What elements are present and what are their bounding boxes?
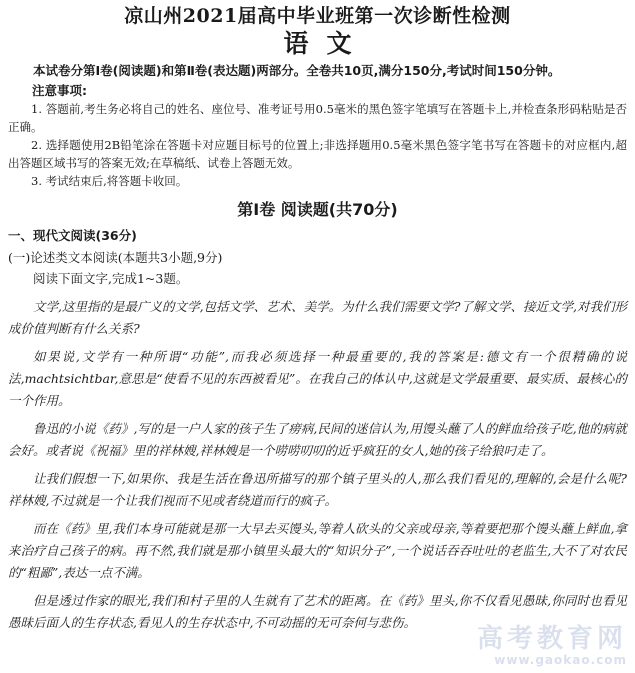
passage-paragraph-5: 而在《药》里,我们本身可能就是那一大早去买馒头,等着人砍头的父亲或母亲,等着要把那个馒头蘸上鲜血,拿来治疗自己孩子的病。再不然,我们就是那小镇里头最大的“知识分子”,一个说话吞吞吐吐的老监生,大不了对农民的“粗鄙”,表达一点不满。 bbox=[8, 521, 627, 580]
passage-paragraph-1: 文学,这里指的是最广义的文学,包括文学、艺术、美学。为什么我们需要文学?了解文学、接近文学,对我们形成价值判断有什么关系? bbox=[8, 299, 627, 336]
exam-title: 凉山州2021届高中毕业班第一次诊断性检测 bbox=[124, 5, 511, 27]
part-one-title: 第Ⅰ卷 阅读题(共70分) bbox=[237, 200, 398, 219]
reading-instruction: 阅读下面文字,完成1~3题。 bbox=[33, 271, 189, 286]
subsection-heading: (一)论述类文本阅读(本题共3小题,9分) bbox=[8, 250, 223, 265]
note-item-2: 2. 选择题使用2B铅笔涂在答题卡对应题目标号的位置上;非选择题用0.5毫米黑色签字笔书写在答题卡的对应框内,超出答题区域书写的答案无效;在草稿纸、试卷上答题无效。 bbox=[8, 138, 627, 170]
passage-paragraph-6: 但是透过作家的眼光,我们和村子里的人生就有了艺术的距离。在《药》里头,你不仅看见愚昧,你同时也看见愚昧后面人的生存状态,看见人的生存状态中,不可动摇的无可奈何与悲伤。 bbox=[8, 593, 627, 630]
passage-paragraph-4: 让我们假想一下,如果你、我是生活在鲁迅所描写的那个镇子里头的人,那么我们看见的,理解的,会是什么呢?祥林嫂,不过就是一个让我们视而不见或者绕道而行的疯子。 bbox=[8, 471, 627, 508]
section-heading: 一、现代文阅读(36分) bbox=[8, 228, 137, 243]
notes-heading: 注意事项: bbox=[32, 83, 87, 98]
passage-paragraph-3: 鲁迅的小说《药》,写的是一户人家的孩子生了痨病,民间的迷信认为,用馒头蘸了人的鲜血给孩子吃,他的病就会好。或者说《祝福》里的祥林嫂,祥林嫂是一个唠唠叨叨的近乎疯狂的女人,她的孩子给狼叼走了。 bbox=[8, 421, 627, 458]
subject-title: 语文 bbox=[283, 29, 370, 58]
watermark-url: www.gaokao.com bbox=[494, 653, 627, 667]
note-item-1: 1. 答题前,考生务必将自己的姓名、座位号、准考证号用0.5毫米的黑色签字笔填写在答题卡上,并检查条形码粘贴是否正确。 bbox=[8, 102, 627, 134]
note-item-3: 3. 考试结束后,将答题卡收回。 bbox=[31, 174, 188, 188]
watermark-main: 高考教育网 bbox=[476, 624, 627, 654]
passage-paragraph-2: 如果说,文学有一种所谓“功能”,而我必须选择一种最重要的,我的答案是:德文有一个很精确的说法,machtsichtbar,意思是“使看不见的东西被看见”。在我自己的体认中,这就是文学最重要、最实质、最核心的一个作用。 bbox=[8, 349, 627, 408]
exam-intro: 本试卷分第Ⅰ卷(阅读题)和第Ⅱ卷(表达题)两部分。全卷共10页,满分150分,考试时间150分钟。 bbox=[33, 63, 561, 78]
